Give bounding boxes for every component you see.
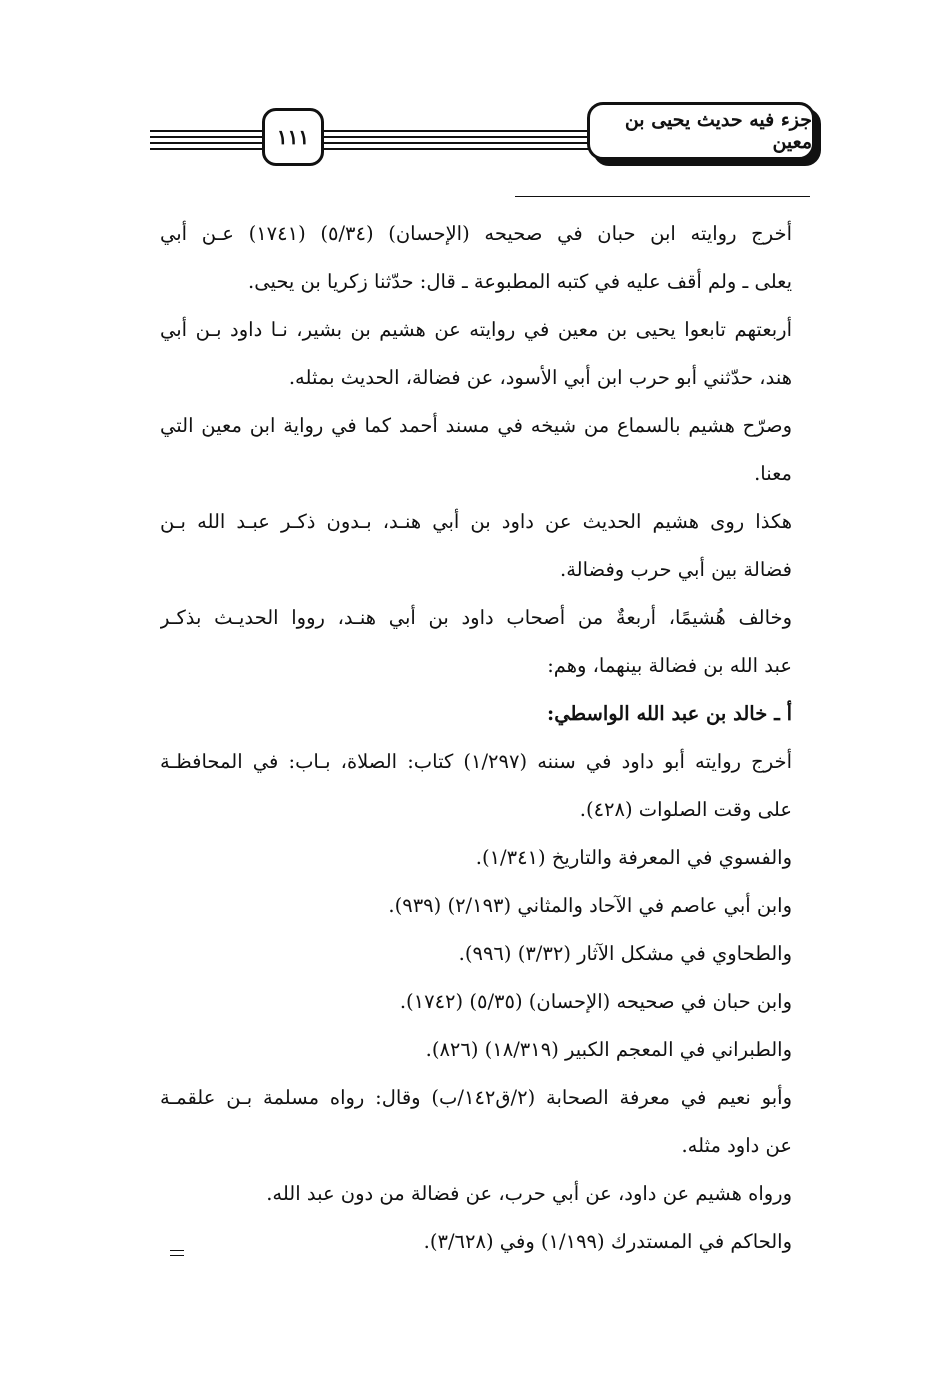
running-title: جزء فيه حديث يحيى بن معين [587,102,815,160]
text-line: أخرج روايته ابن حبان في صحيحه (الإحسان) (٥/٣٤) (١٧٤١) عـن أبي [160,222,792,245]
text-line: أخرج روايته أبو داود في سننه (١/٢٩٧) كتاب: الصلاة، بـاب: في المحافظـة [160,750,792,773]
top-divider [515,196,810,197]
page-number: ١١١ [262,108,324,166]
header-rule [150,142,590,144]
text-line: وخالف هُشيمًا، أربعةٌ من أصحاب داود بن أبي هنـد، رووا الحديـث بذكـر [160,606,792,629]
text-line: والطحاوي في مشكل الآثار (٣/٣٢) (٩٩٦). [458,942,792,965]
text-line: عبد الله بن فضالة بينهما، وهم: [547,654,792,677]
text-line: هند، حدّثني أبو حرب ابن أبي الأسود، عن فضالة، الحديث بمثله. [288,366,792,389]
header-rule [150,148,590,150]
continuation-mark [170,1250,184,1260]
header-rule [150,130,590,132]
section-heading: أ ـ خالد بن عبد الله الواسطي: [547,702,792,725]
text-line: والفسوي في المعرفة والتاريخ (١/٣٤١). [475,846,792,869]
text-line: على وقت الصلوات (٤٢٨). [579,798,792,821]
text-line: يعلى ـ ولم أقف عليه في كتبه المطبوعة ـ قال: حدّثنا زكريا بن يحيى. [248,270,792,293]
text-line: وابن أبي عاصم في الآحاد والمثاني (٢/١٩٣) (٩٣٩). [388,894,792,917]
text-line: وابن حبان في صحيحه (الإحسان) (٥/٣٥) (١٧٤٢). [399,990,792,1013]
text-line: ورواه هشيم عن داود، عن أبي حرب، عن فضالة من دون عبد الله. [266,1182,792,1205]
text-line: وصرّح هشيم بالسماع من شيخه في مسند أحمد كما في رواية ابن معين التي [160,414,792,437]
text-line: والحاكم في المستدرك (١/١٩٩) وفي (٣/٦٢٨). [423,1230,792,1253]
header-rule [150,136,590,138]
text-line: معنا. [754,462,792,485]
text-line: أربعتهم تابعوا يحيى بن معين في روايته عن هشيم بن بشير، نـا داود بـن أبي [160,318,792,341]
text-line: والطبراني في المعجم الكبير (١٨/٣١٩) (٨٢٦). [425,1038,792,1061]
text-line: فضالة بين أبي حرب وفضالة. [560,558,792,581]
body-text [160,210,792,1266]
text-line: عن داود مثله. [681,1134,792,1157]
text-line: وأبو نعيم في معرفة الصحابة (٢/ق١٤٢/ب) وقال: رواه مسلمة بـن علقمـة [160,1086,792,1109]
text-line: هكذا روى هشيم الحديث عن داود بن أبي هنـد، بـدون ذكـر عبـد الله بـن [160,510,792,533]
